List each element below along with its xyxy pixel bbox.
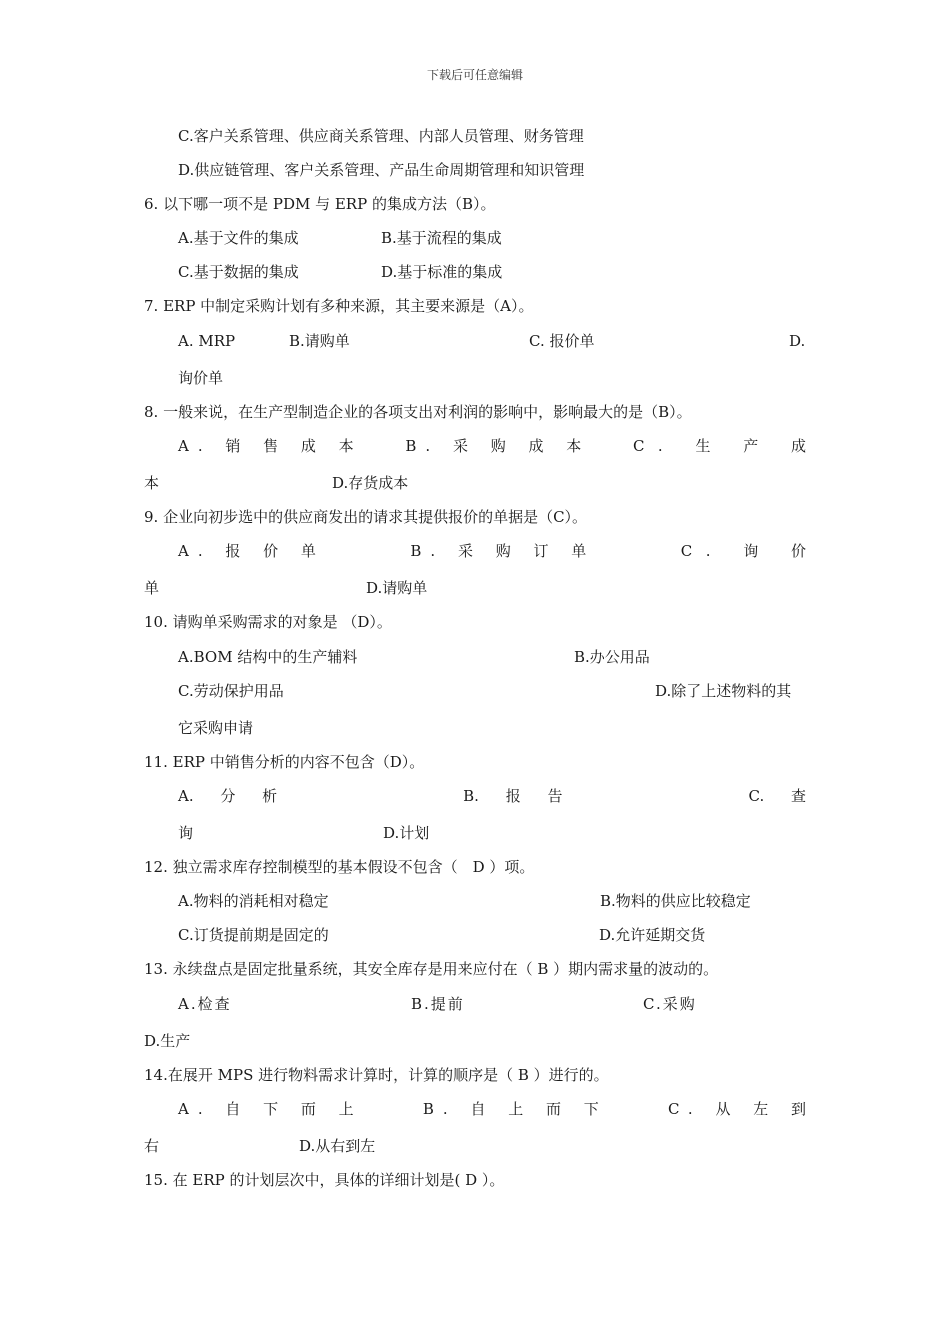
option-line: D.供应链管理、客户关系管理、产品生命周期管理和知识管理	[178, 161, 585, 179]
option-d: D.	[789, 332, 806, 350]
option-d: D.计划	[383, 824, 430, 842]
option-a: A. 报 价 单	[178, 542, 325, 560]
option-c: C. 从 左 到	[667, 1100, 815, 1118]
option-b: B.办公用品	[574, 648, 650, 666]
option-d: D.允许延期交货	[599, 926, 706, 944]
question-12: 12. 独立需求库存控制模型的基本假设不包含（ D ）项。	[144, 858, 535, 876]
page-header: 下载后可任意编辑	[426, 68, 523, 82]
option-a: A. 分 析	[178, 787, 278, 805]
question-7: 7. ERP 中制定采购计划有多种来源，其主要来源是（A）。	[144, 297, 534, 315]
option-c: C. 生 产 成	[632, 437, 820, 455]
option-a: A. 自 下 而 上	[178, 1100, 363, 1118]
question-8: 8. 一般来说，在生产型制造企业的各项支出对利润的影响中，影响最大的是（B）。	[144, 403, 692, 421]
option-d: D.除了上述物料的其	[655, 682, 792, 700]
question-15: 15. 在 ERP 的计划层次中，具体的详细计划是( D ）。	[144, 1171, 505, 1189]
option-continuation: 它采购申请	[178, 719, 254, 737]
option-b: B. 自 上 而 下	[422, 1100, 608, 1118]
option-a: A. 销 售 成 本	[178, 437, 363, 455]
option-b: B. 采 购 成 本	[405, 437, 591, 455]
option-d: D.基于标准的集成	[381, 263, 503, 281]
question-10: 10. 请购单采购需求的对象是 （D）。	[144, 613, 392, 631]
option-continuation: 询价单	[178, 369, 224, 387]
option-c: C.采购	[643, 995, 697, 1013]
option-c: C. 询 价	[680, 542, 820, 560]
option-b: B. 报 告	[463, 787, 563, 805]
option-c: C. 报价单	[529, 332, 595, 350]
option-a: A. MRP	[178, 332, 236, 350]
option-d: D.存货成本	[332, 474, 409, 492]
option-c: C.订货提前期是固定的	[178, 926, 329, 944]
option-continuation: 单	[144, 579, 160, 597]
option-continuation: 询	[178, 824, 194, 842]
option-continuation: 右	[144, 1137, 160, 1155]
question-11: 11. ERP 中销售分析的内容不包含（D）。	[144, 753, 425, 771]
option-b: B.基于流程的集成	[381, 229, 502, 247]
options-row	[178, 1099, 815, 1119]
options-row	[178, 541, 820, 561]
option-b: B.物料的供应比较稳定	[600, 892, 751, 910]
question-14: 14.在展开 MPS 进行物料需求计算时，计算的顺序是（ B ）进行的。	[144, 1066, 609, 1084]
option-b: B. 采 购 订 单	[410, 542, 596, 560]
options-row	[178, 786, 806, 806]
option-b: B.请购单	[289, 332, 350, 350]
option-c: C.劳动保护用品	[178, 682, 284, 700]
option-d: D.从右到左	[299, 1137, 376, 1155]
question-13: 13. 永续盘点是固定批量系统，其安全库存是用来应付在（ B ）期内需求量的波动的。	[144, 960, 719, 978]
option-d: D.生产	[144, 1032, 191, 1050]
option-line: C.客户关系管理、供应商关系管理、内部人员管理、财务管理	[178, 127, 584, 145]
question-9: 9. 企业向初步选中的供应商发出的请求其提供报价的单据是（C）。	[144, 508, 588, 526]
option-a: A.检查	[178, 995, 232, 1013]
options-row	[178, 436, 820, 456]
option-c: C.基于数据的集成	[178, 263, 299, 281]
option-a: A.基于文件的集成	[178, 229, 299, 247]
option-a: A.BOM 结构中的生产辅料	[178, 648, 358, 666]
question-6: 6. 以下哪一项不是 PDM 与 ERP 的集成方法（B）。	[144, 195, 496, 213]
option-d: D.请购单	[366, 579, 428, 597]
option-continuation: 本	[144, 474, 160, 492]
option-a: A.物料的消耗相对稳定	[178, 892, 329, 910]
option-c: C. 查	[748, 787, 806, 805]
option-b: B.提前	[411, 995, 465, 1013]
